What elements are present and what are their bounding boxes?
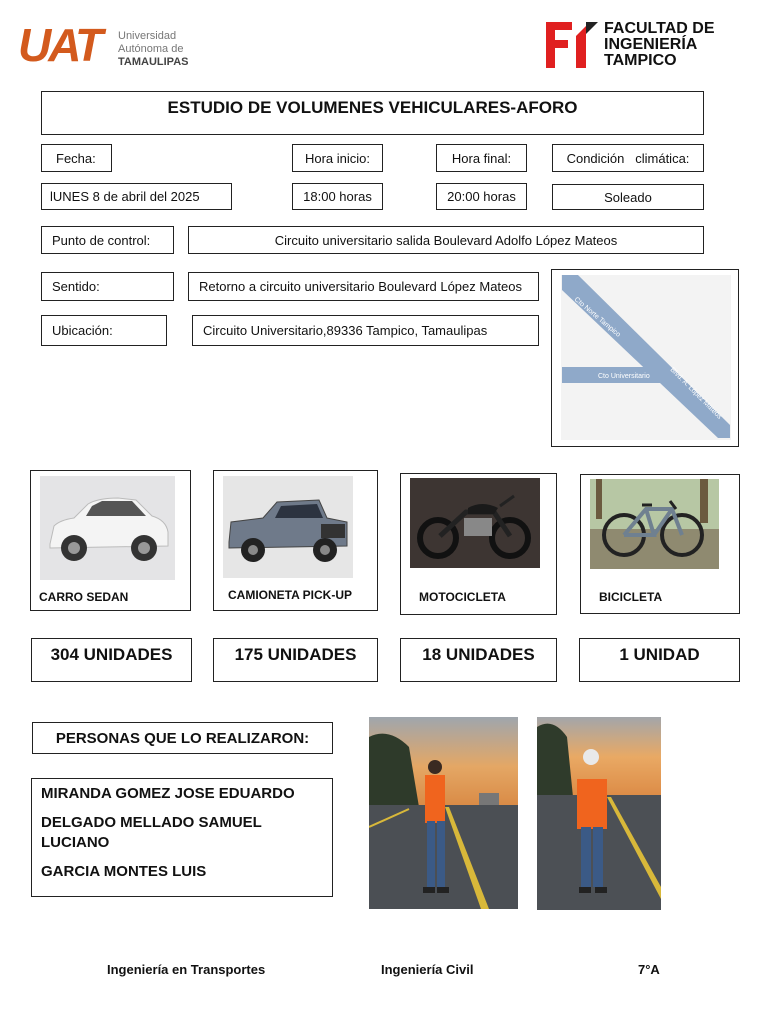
count-sedan: 304 UNIDADES (31, 638, 192, 682)
person-name: DELGADO MELLADO SAMUEL LUCIANO (41, 814, 262, 851)
fit-logo-line3: TAMPICO (604, 52, 677, 69)
people-heading-box (32, 722, 333, 754)
title-box (41, 91, 704, 135)
sedan-image (40, 476, 175, 580)
punto-label: Punto de control: (41, 226, 174, 254)
map-drawing (552, 270, 738, 446)
uat-logo-mark: UAT (18, 19, 101, 71)
people-heading: PERSONAS QUE LO REALIZARON: (55, 729, 310, 747)
vehicle-card-bicycle (580, 474, 740, 614)
motorcycle-image (410, 478, 540, 568)
person-name: MIRANDA GOMEZ JOSE EDUARDO (41, 785, 295, 802)
ubicacion-value: Circuito Universitario,89336 Tampico, Tamaulipas (192, 315, 539, 346)
condicion-label: Condición climática: (552, 144, 704, 172)
hora-final-value: 20:00 horas (436, 183, 527, 210)
people-list (31, 778, 333, 897)
map-road-label-3: Blvd. A. López Mateos (668, 366, 723, 421)
fecha-label: Fecha: (41, 144, 112, 172)
footer-group: 7°A (638, 962, 660, 977)
vehicle-name-pickup: CAMIONETA PICK-UP (228, 588, 352, 602)
field-photo-1 (369, 717, 518, 909)
location-map (551, 269, 739, 447)
sentido-value: Retorno a circuito universitario Boulevard López Mateos (188, 272, 539, 301)
uat-logo-line2: Autónoma de (118, 43, 184, 55)
vehicle-name-moto: MOTOCICLETA (419, 590, 506, 604)
page-title: ESTUDIO DE VOLUMENES VEHICULARES-AFORO (167, 98, 578, 117)
condicion-value: Soleado (552, 184, 704, 210)
bicycle-image (590, 479, 719, 569)
count-moto: 18 UNIDADES (400, 638, 557, 682)
hora-inicio-value: 18:00 horas (292, 183, 383, 210)
fit-logo (546, 20, 736, 70)
fit-logo-line2: INGENIERÍA (604, 36, 698, 53)
map-road-label-2: Cto Universitario (598, 373, 650, 380)
vehicle-card-moto (400, 473, 557, 615)
punto-value: Circuito universitario salida Boulevard Adolfo López Mateos (188, 226, 704, 254)
uat-logo (18, 19, 203, 72)
field-photo-2 (537, 717, 661, 910)
count-bicycle: 1 UNIDAD (579, 638, 740, 682)
ubicacion-label: Ubicación: (41, 315, 167, 346)
fit-logo-mark (546, 22, 598, 68)
vehicle-card-sedan (30, 470, 191, 611)
pickup-image (223, 476, 353, 578)
hora-final-label: Hora final: (436, 144, 527, 172)
hora-inicio-label: Hora inicio: (292, 144, 383, 172)
uat-logo-line1: Universidad (118, 30, 177, 42)
uat-logo-line3: TAMAULIPAS (118, 56, 189, 68)
fecha-value: lUNES 8 de abril del 2025 (41, 183, 232, 210)
map-road-label-1: Cto Norte Tampico (572, 296, 622, 339)
footer-career: Ingeniería en Transportes (107, 962, 266, 977)
sentido-label: Sentido: (41, 272, 174, 301)
count-pickup: 175 UNIDADES (213, 638, 378, 682)
vehicle-name-sedan: CARRO SEDAN (39, 590, 129, 604)
footer-department: Ingeniería Civil (381, 962, 474, 977)
vehicle-card-pickup (213, 470, 378, 611)
fit-logo-line1: FACULTAD DE (604, 20, 715, 37)
person-name: GARCIA MONTES LUIS (41, 863, 207, 880)
vehicle-name-bicycle: BICICLETA (599, 590, 663, 604)
